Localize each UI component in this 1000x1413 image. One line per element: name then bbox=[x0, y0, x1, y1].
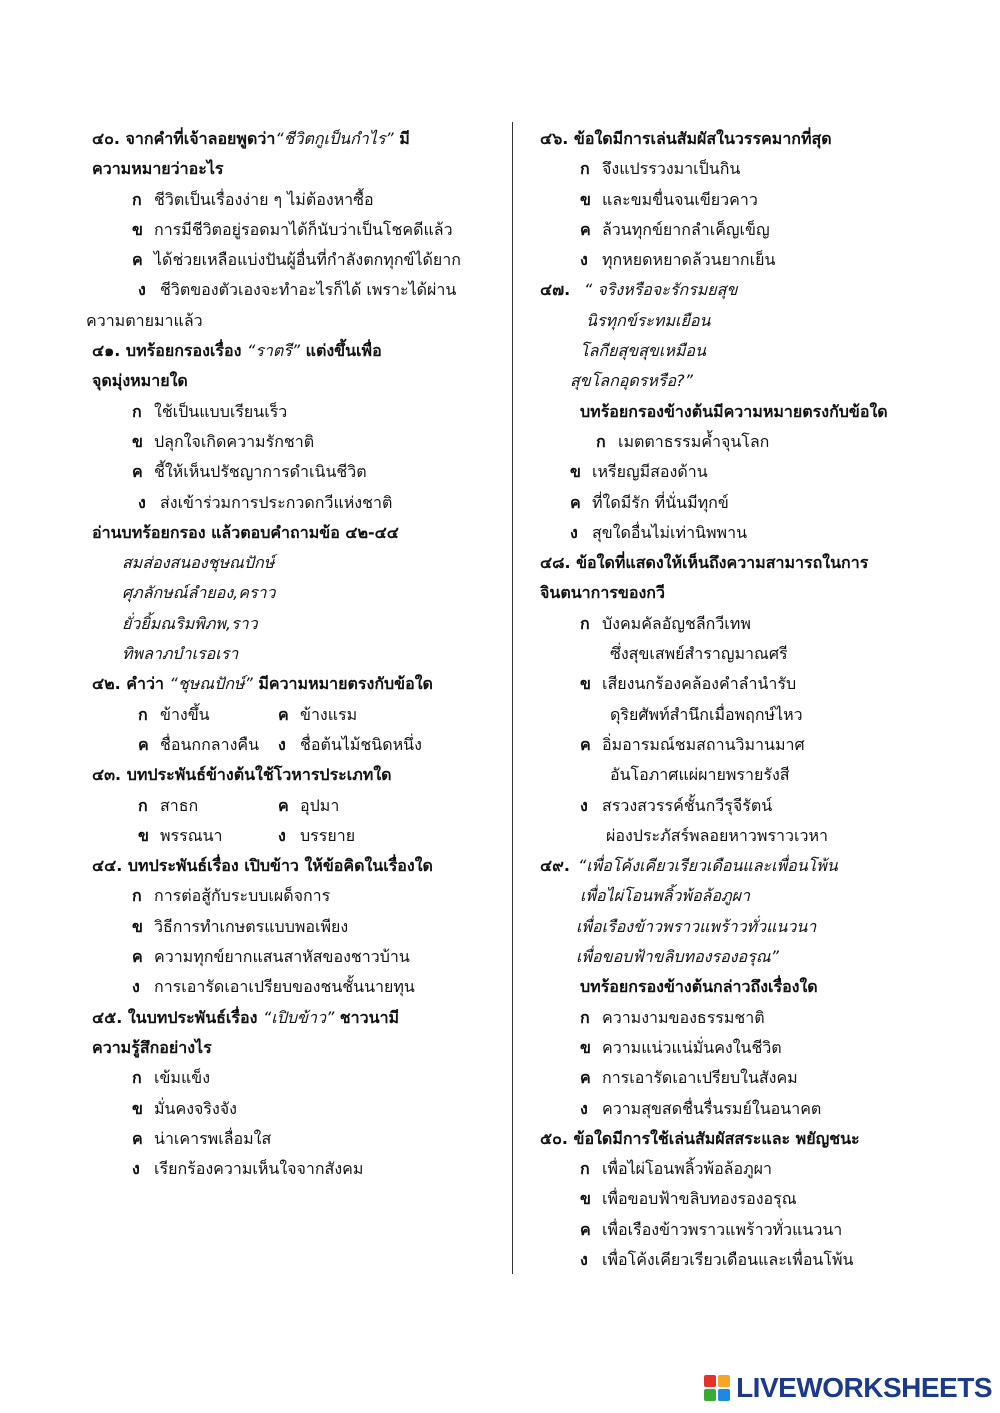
poem-line: ศุภลักษณ์ลำยอง,คราว bbox=[122, 583, 276, 603]
poem-line: สมส่องสนองชุษณปักษ์ bbox=[122, 553, 275, 573]
option[interactable]: ง เพื่อโค้งเคียวเรียวเดือนและเพื่อนโพ้น bbox=[580, 1249, 854, 1269]
question-44: ๔๔. บทประพันธ์เรื่อง เปิบข้าว ให้ข้อคิดในเรื่องใด bbox=[92, 856, 433, 876]
option[interactable]: ค ล้วนทุกข์ยากลำเค็ญเข็ญ bbox=[580, 219, 770, 239]
option[interactable]: ค ชื่อนกกลางคืน bbox=[138, 734, 260, 754]
option[interactable]: ข มั่นคงจริงจัง bbox=[132, 1098, 237, 1118]
option[interactable]: ค เพื่อเรืองข้าวพราวแพร้าวทั่วแนวนา bbox=[580, 1219, 843, 1239]
option-row bbox=[92, 791, 502, 821]
option[interactable]: ง การเอารัดเอาเปรียบของชนชั้นนายทุน bbox=[132, 977, 415, 997]
option[interactable]: ค น่าเคารพเลื่อมใส bbox=[132, 1128, 272, 1148]
column-divider bbox=[512, 122, 513, 1274]
option[interactable]: ข ความแน่วแน่มั่นคงในชีวิต bbox=[580, 1037, 782, 1057]
question-41: ๔๑. บทร้อยกรองเรื่อง “ราตรี” แต่งขึ้นเพื่อ bbox=[92, 341, 382, 361]
poem-line: ทิพลาภบำเรอเรา bbox=[122, 644, 239, 664]
option[interactable]: ง ชื่อต้นไม้ชนิดหนึ่ง bbox=[278, 734, 422, 754]
question-41-cont: จุดมุ่งหมายใด bbox=[92, 371, 188, 391]
option[interactable]: ก การต่อสู้กับระบบเผด็จการ bbox=[132, 886, 331, 906]
question-49-prompt: บทร้อยกรองข้างต้นกล่าวถึงเรื่องใด bbox=[580, 977, 818, 997]
option[interactable]: ค อิ่มอารมณ์ชมสถานวิมานมาศ bbox=[580, 734, 805, 754]
option[interactable]: ก เมตตาธรรมค้ำจุนโลก bbox=[596, 431, 770, 451]
option-row bbox=[92, 730, 502, 760]
question-46: ๔๖. ข้อใดมีการเล่นสัมผัสในวรรคมากที่สุด bbox=[540, 129, 832, 148]
poem-line: เพื่อไผ่โอนพลิ้วพ้อล้อภูผา bbox=[580, 886, 750, 906]
option[interactable]: ก จึงแปรรวงมาเป็นกิน bbox=[580, 159, 741, 179]
logo-text: LIVEWORKSHEETS bbox=[736, 1372, 992, 1403]
option[interactable]: ค การเอารัดเอาเปรียบในสังคม bbox=[580, 1068, 798, 1088]
right-column bbox=[540, 124, 980, 1275]
poem-line: เพื่อเรืองข้าวพราวแพร้าวทั่วแนวนา bbox=[576, 916, 817, 936]
question-45-cont: ความรู้สึกอย่างไร bbox=[92, 1037, 212, 1057]
option[interactable]: ก ใช้เป็นแบบเรียนเร็ว bbox=[132, 401, 288, 421]
question-47: ๔๗. “ จริงหรือจะรักรมยสุข bbox=[540, 280, 738, 300]
option[interactable]: ง สุขใดอื่นไม่เท่านิพพาน bbox=[570, 522, 747, 542]
poem-line: นิรทุกข์ระทมเยือน bbox=[586, 310, 711, 330]
question-48-cont: จินตนาการของกวี bbox=[540, 583, 665, 603]
option[interactable]: ง ความสุขสดชื่นรื่นรมย์ในอนาคต bbox=[580, 1098, 822, 1118]
question-47-prompt: บทร้อยกรองข้างต้นมีความหมายตรงกับข้อใด bbox=[580, 401, 888, 421]
logo-mark-icon bbox=[704, 1375, 730, 1401]
question-48: ๔๘. ข้อใดที่แสดงให้เห็นถึงความสามารถในการ bbox=[540, 553, 869, 573]
option[interactable]: ค ได้ช่วยเหลือแบ่งปันผู้อื่นที่กำลังตกทุกข์ได้ยาก bbox=[132, 250, 461, 270]
option[interactable]: ก สาธก bbox=[138, 795, 199, 815]
option[interactable]: ค ความทุกข์ยากแสนสาหัสของชาวบ้าน bbox=[132, 947, 410, 967]
option[interactable]: ก ความงามของธรรมชาติ bbox=[580, 1007, 765, 1027]
option[interactable]: ข พรรณนา bbox=[138, 825, 223, 845]
option[interactable]: ง ส่งเข้าร่วมการประกวดกวีแห่งชาติ bbox=[138, 492, 393, 512]
option-cont: ผ่องประภัสร์พลอยหาวพราวเวหา bbox=[606, 825, 828, 845]
option-row bbox=[92, 700, 502, 730]
question-42: ๔๒. คำว่า “ชุษณปักษ์” มีความหมายตรงกับข้อใด bbox=[92, 674, 433, 694]
option[interactable]: ก บังคมคัลอัญชลีกวีเทพ bbox=[580, 613, 751, 633]
poem-line: สุขโลกอุดรหรือ?” bbox=[570, 371, 693, 391]
question-43: ๔๓. บทประพันธ์ข้างต้นใช้โวหารประเภทใด bbox=[92, 765, 392, 785]
option[interactable]: ข และขมขื่นจนเขียวคาว bbox=[580, 189, 758, 209]
option-row bbox=[92, 821, 502, 851]
option[interactable]: ข ปลุกใจเกิดความรักชาติ bbox=[132, 431, 315, 451]
reading-instruction: อ่านบทร้อยกรอง แล้วตอบคำถามข้อ ๔๒-๔๔ bbox=[92, 522, 399, 542]
option[interactable]: ก เข้มแข็ง bbox=[132, 1068, 211, 1088]
question-40: ๔๐. จากคำที่เจ้าลอยพูดว่า“ชีวิตกูเป็นกำไร” มี bbox=[92, 129, 410, 148]
option[interactable]: ก เพื่อไผ่โอนพลิ้วพ้อล้อภูผา bbox=[580, 1159, 772, 1179]
question-50: ๕๐. ข้อใดมีการใช้เล่นสัมผัสสระและ พยัญชนะ bbox=[540, 1128, 860, 1148]
question-45: ๔๕. ในบทประพันธ์เรื่อง “เปิบข้าว” ชาวนามี bbox=[92, 1007, 400, 1027]
option[interactable]: ค ข้างแรม bbox=[278, 704, 358, 724]
option[interactable]: ค ชี้ให้เห็นปรัชญาการดำเนินชีวิต bbox=[132, 462, 367, 482]
question-40-cont: ความหมายว่าอะไร bbox=[92, 159, 224, 179]
option[interactable]: ข วิธีการทำเกษตรแบบพอเพียง bbox=[132, 916, 349, 936]
left-column bbox=[86, 124, 502, 1184]
poem-line: โลกียสุขสุขเหมือน bbox=[580, 341, 706, 361]
question-49: ๔๙. “เพื่อโค้งเคียวเรียวเดือนและเพื่อนโพ้น bbox=[540, 856, 838, 876]
option[interactable]: ง บรรยาย bbox=[278, 825, 356, 845]
option-cont: ซึ่งสุขเสพย์สำราญมาณศรี bbox=[610, 644, 788, 664]
option[interactable]: ข เสียงนกร้องคล้องคำลำนำรับ bbox=[580, 674, 797, 694]
poem-line: เพื่อขอบฟ้าขลิบทองรองอรุณ” bbox=[576, 947, 779, 967]
option[interactable]: ข เหรียญมีสองด้าน bbox=[570, 462, 708, 482]
option-cont: อันโอภาศแผ่ผายพรายรังสี bbox=[610, 765, 790, 785]
liveworksheets-logo[interactable] bbox=[704, 1371, 992, 1405]
option-cont: ดุริยศัพท์สำนึกเมื่อพฤกษ์ไหว bbox=[610, 704, 803, 724]
option[interactable]: ง เรียกร้องความเห็นใจจากสังคม bbox=[132, 1159, 364, 1179]
option[interactable]: ง ทุกหยดหยาดล้วนยากเย็น bbox=[580, 250, 776, 270]
poem-line: ยั่วยิ้มณริมพิภพ,ราว bbox=[122, 613, 258, 633]
option[interactable]: ค ที่ใดมีรัก ที่นั่นมีทุกข์ bbox=[570, 492, 729, 512]
option[interactable]: ง สรวงสวรรค์ชั้นกวีรุจีรัตน์ bbox=[580, 795, 773, 815]
option[interactable]: ข การมีชีวิตอยู่รอดมาได้ก็นับว่าเป็นโชคดีแล้ว bbox=[132, 219, 453, 239]
option[interactable]: ก ชีวิตเป็นเรื่องง่าย ๆ ไม่ต้องหาซื้อ bbox=[132, 189, 374, 209]
option-cont: ความตายมาแล้ว bbox=[86, 310, 203, 330]
option[interactable]: ข เพื่อขอบฟ้าขลิบทองรองอรุณ bbox=[580, 1189, 797, 1209]
option[interactable]: ง ชีวิตของตัวเองจะทำอะไรก็ได้ เพราะได้ผ่าน bbox=[138, 280, 457, 300]
option[interactable]: ค อุปมา bbox=[278, 795, 340, 815]
option[interactable]: ก ข้างขึ้น bbox=[138, 704, 210, 724]
